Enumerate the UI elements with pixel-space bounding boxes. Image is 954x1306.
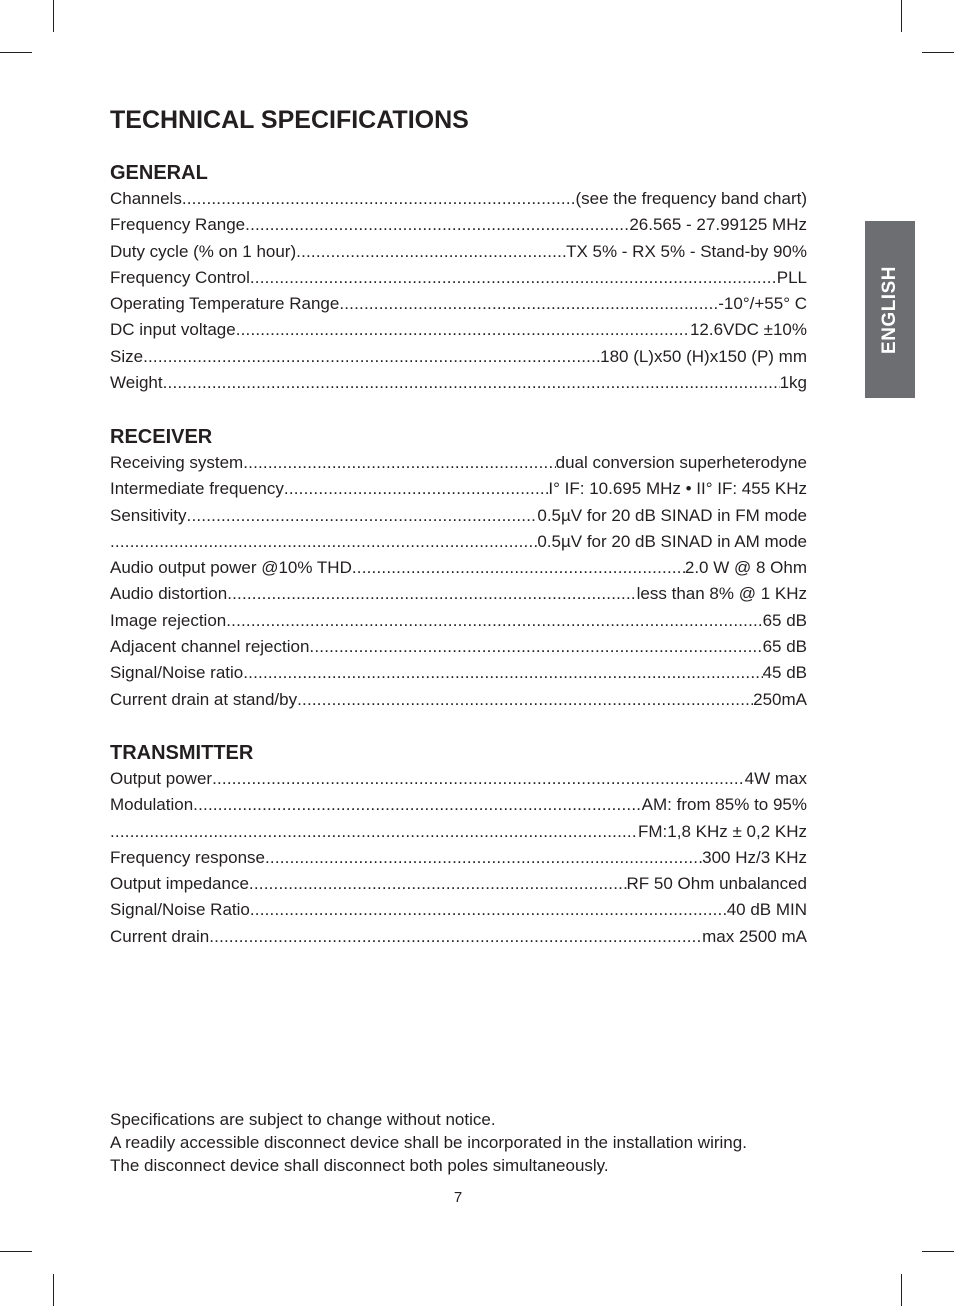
spec-value: 26.565 - 27.99125 MHz <box>629 215 807 235</box>
dot-leader <box>212 766 745 792</box>
general-spec-list <box>110 186 807 396</box>
crop-mark <box>0 52 32 53</box>
transmitter-heading: TRANSMITTER <box>110 742 254 764</box>
spec-row <box>110 503 807 529</box>
transmitter-section <box>110 740 807 950</box>
language-tab <box>865 221 915 398</box>
crop-mark <box>53 0 54 32</box>
spec-row <box>110 608 807 634</box>
spec-value: RF 50 Ohm unbalanced <box>626 874 807 894</box>
spec-value: 250mA <box>753 689 807 709</box>
dot-leader <box>110 529 537 555</box>
spec-value: 180 (L)x50 (H)x150 (P) mm <box>600 346 807 366</box>
spec-row <box>110 529 807 555</box>
spec-row <box>110 291 807 317</box>
spec-label: Image rejection <box>110 610 227 630</box>
dot-leader <box>143 344 600 370</box>
spec-value: PLL <box>776 267 807 287</box>
spec-label: Operating Temperature Range <box>110 294 340 314</box>
spec-row <box>110 819 807 845</box>
spec-label: Current drain at stand/by <box>110 689 298 709</box>
dot-leader <box>250 265 777 291</box>
spec-label: Intermediate frequency <box>110 479 284 499</box>
notes <box>110 1108 747 1177</box>
receiver-spec-list <box>110 450 807 713</box>
spec-label: Current drain <box>110 926 210 946</box>
spec-value: 12.6VDC ±10% <box>689 320 807 340</box>
spec-label: Receiving system <box>110 453 244 472</box>
spec-label: Size <box>110 346 144 366</box>
spec-value: 1kg <box>779 373 807 393</box>
receiver-heading: RECEIVER <box>110 426 213 448</box>
dot-leader <box>110 819 638 845</box>
crop-mark <box>53 1274 54 1306</box>
spec-row <box>110 476 807 502</box>
spec-value: 300 Hz/3 KHz <box>702 847 807 867</box>
page-title: TECHNICAL SPECIFICATIONS <box>110 106 469 134</box>
spec-value: 65 dB <box>762 610 807 630</box>
spec-row <box>110 239 807 265</box>
spec-label: Weight <box>110 373 163 393</box>
spec-row <box>110 212 807 238</box>
spec-label: Duty cycle (% on 1 hour) <box>110 241 297 261</box>
spec-label: Frequency Range <box>110 215 246 235</box>
general-section <box>110 160 807 396</box>
spec-row <box>110 344 807 370</box>
dot-leader <box>163 370 780 396</box>
spec-label: Audio output power @10% THD <box>110 558 352 578</box>
spec-row <box>110 581 807 607</box>
dot-leader <box>245 212 629 238</box>
page-number: 7 <box>453 1189 463 1206</box>
dot-leader <box>339 291 718 317</box>
spec-value: less than 8% @ 1 KHz <box>636 584 807 604</box>
general-heading: GENERAL <box>110 162 208 184</box>
crop-mark <box>922 1251 954 1252</box>
dot-leader <box>284 476 549 502</box>
spec-label: Sensitivity <box>110 505 187 525</box>
note-line: The disconnect device shall disconnect both poles simultaneously. <box>110 1156 609 1175</box>
spec-label: Frequency response <box>110 847 265 867</box>
spec-value: 45 dB <box>762 663 807 683</box>
spec-value: max 2500 mA <box>702 926 807 946</box>
spec-label: Audio distortion <box>110 584 228 604</box>
spec-value: -10°/+55° C <box>718 294 807 314</box>
spec-value: 0.5µV for 20 dB SINAD in FM mode <box>537 505 807 525</box>
spec-label: Signal/Noise ratio <box>110 663 244 683</box>
spec-row <box>110 924 807 950</box>
spec-row <box>110 871 807 897</box>
spec-label: DC input voltage <box>110 320 236 340</box>
dot-leader <box>352 555 685 581</box>
spec-label: Output impedance <box>110 874 249 894</box>
spec-row <box>110 634 807 660</box>
dot-leader <box>249 871 627 897</box>
spec-label: Channels <box>110 189 182 208</box>
dot-leader <box>243 660 762 686</box>
spec-value: 2.0 W @ 8 Ohm <box>684 558 807 578</box>
spec-row <box>110 317 807 343</box>
dot-leader <box>309 634 762 660</box>
spec-label: Output power <box>110 769 213 788</box>
spec-label: Frequency Control <box>110 267 250 287</box>
dot-leader <box>243 450 555 476</box>
crop-mark <box>922 52 954 53</box>
dot-leader <box>236 317 690 343</box>
spec-value: I° IF: 10.695 MHz • II° IF: 455 KHz <box>548 479 807 499</box>
dot-leader <box>296 239 566 265</box>
spec-label: Signal/Noise Ratio <box>110 900 250 920</box>
spec-row <box>110 265 807 291</box>
dot-leader <box>182 186 576 212</box>
spec-value: 65 dB <box>762 637 807 657</box>
dot-leader <box>187 503 538 529</box>
spec-value: 0.5µV for 20 dB SINAD in AM mode <box>537 531 807 551</box>
spec-row <box>110 555 807 581</box>
spec-row <box>110 186 807 212</box>
spec-value: AM: from 85% to 95% <box>641 795 807 815</box>
crop-mark <box>0 1251 32 1252</box>
spec-row <box>110 766 807 792</box>
spec-value: FM:1,8 KHz ± 0,2 KHz <box>638 821 807 841</box>
spec-value: dual conversion superheterodyne <box>555 453 807 472</box>
spec-label: Modulation <box>110 795 194 815</box>
dot-leader <box>226 608 762 634</box>
spec-row <box>110 660 807 686</box>
transmitter-spec-list <box>110 766 807 950</box>
note-line: A readily accessible disconnect device shall be incorporated in the installation wiring. <box>110 1133 747 1152</box>
spec-row <box>110 897 807 923</box>
dot-leader <box>250 897 727 923</box>
spec-row <box>110 845 807 871</box>
crop-mark <box>901 0 902 32</box>
dot-leader <box>265 845 702 871</box>
crop-mark <box>901 1274 902 1306</box>
spec-row <box>110 792 807 818</box>
dot-leader <box>227 581 636 607</box>
spec-row <box>110 370 807 396</box>
spec-value: 4W max <box>744 769 807 788</box>
receiver-section <box>110 424 807 713</box>
language-tab-label: ENGLISH <box>879 265 900 354</box>
spec-label: Adjacent channel rejection <box>110 637 310 657</box>
spec-value: TX 5% - RX 5% - Stand-by 90% <box>566 241 807 261</box>
spec-row <box>110 687 807 713</box>
note-line: Specifications are subject to change without notice. <box>110 1110 496 1129</box>
spec-row <box>110 450 807 476</box>
dot-leader <box>297 687 753 713</box>
spec-value: (see the frequency band chart) <box>575 189 807 208</box>
dot-leader <box>209 924 702 950</box>
spec-value: 40 dB MIN <box>726 900 807 920</box>
dot-leader <box>193 792 641 818</box>
